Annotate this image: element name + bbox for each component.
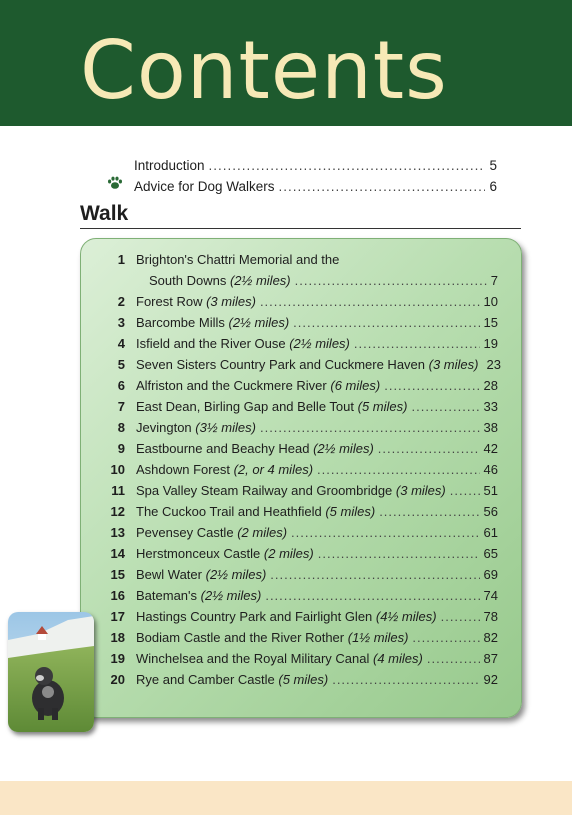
page-title: Contents [80,24,448,117]
header-banner [0,0,572,126]
toc-entry-label: Introduction [134,158,205,173]
walk-distance: (2½ miles) [289,336,350,351]
walk-page-number: 23 [486,357,501,372]
dot-leader [260,419,480,436]
walk-title: Alfriston and the Cuckmere River (6 miles) [136,378,381,393]
dot-leader [354,335,480,352]
walk-title: Pevensey Castle (2 miles) [136,525,288,540]
walk-number: 14 [110,546,125,561]
walk-entry [136,335,498,352]
dot-leader [379,503,479,520]
walk-number: 16 [110,588,125,603]
walk-distance: (4 miles) [373,651,423,666]
walk-number: 9 [117,441,125,456]
walk-row-15[interactable] [81,566,521,583]
walk-page-number: 82 [483,630,498,645]
walk-number: 11 [111,483,125,498]
walk-title: Rye and Camber Castle (5 miles) [136,672,329,687]
walk-number: 19 [110,651,125,666]
walk-row-5[interactable] [81,356,521,373]
walk-title: Bewl Water (2½ miles) [136,567,267,582]
walk-page-number: 92 [483,672,498,687]
walk-number: 5 [117,357,125,372]
walk-entry [136,482,498,499]
walk-page-number: 15 [483,315,498,330]
dot-leader [384,377,479,394]
walk-number: 15 [110,567,125,582]
toc-intro-dog-walkers[interactable] [134,178,497,195]
walk-number: 6 [117,378,125,393]
dot-leader [279,178,486,195]
dot-leader [450,482,480,499]
dot-leader [270,566,479,583]
walk-entry [149,272,498,289]
walk-row-4[interactable] [81,335,521,352]
dot-leader [260,293,480,310]
walk-distance: (3 miles) [395,483,446,498]
dot-leader [293,314,479,331]
walk-row-8[interactable] [81,419,521,436]
walk-distance: (5 miles) [357,399,408,414]
dot-leader [295,272,487,289]
toc-intro-introduction[interactable] [134,157,497,174]
dot-leader [318,545,480,562]
walk-row-18[interactable] [81,629,521,646]
walk-entry [136,377,498,394]
walk-title: Hastings Country Park and Fairlight Glen (4½ miles) [136,609,437,624]
toc-page-number: 6 [489,179,497,194]
dot-leader [427,650,480,667]
walk-row-12[interactable] [81,503,521,520]
walk-entry [136,293,498,310]
walk-row-6[interactable] [81,377,521,394]
walk-distance: (2½ miles) [228,315,290,330]
walk-entry [136,314,498,331]
dog-photo [8,612,94,732]
walk-number: 13 [110,525,125,540]
walk-number: 7 [117,399,125,414]
walk-number: 2 [117,294,125,309]
walk-number: 17 [110,609,125,624]
walk-title-line1: Brighton's Chattri Memorial and the [136,252,340,267]
walk-entry [136,650,498,667]
heading-divider [80,228,521,229]
walk-row-19[interactable] [81,650,521,667]
walk-distance: (3½ miles) [195,420,256,435]
walk-entry [136,398,498,415]
walk-number: 18 [110,630,125,645]
walk-page-number: 78 [483,609,498,624]
walk-page-number: 33 [483,399,498,414]
walk-row-20[interactable] [81,671,521,688]
walk-row-14[interactable] [81,545,521,562]
walk-row-1[interactable] [81,272,521,289]
walk-number: 8 [117,420,125,435]
walk-title: Seven Sisters Country Park and Cuckmere Haven (3 miles) [136,357,479,372]
walk-number: 3 [117,315,125,330]
toc-entry-label: Advice for Dog Walkers [134,179,275,194]
walk-title: Eastbourne and Beachy Head (2½ miles) [136,441,374,456]
walk-page-number: 87 [483,651,498,666]
walk-page-number: 69 [483,567,498,582]
walk-title: Barcombe Mills (2½ miles) [136,315,290,330]
walk-page-number: 28 [483,378,498,393]
walk-heading: Walk [80,202,129,225]
walk-title: Bateman's (2½ miles) [136,588,262,603]
walk-number: 1 [117,252,125,267]
walk-distance: (4½ miles) [375,609,437,624]
walk-distance: (1½ miles) [347,630,409,645]
dot-leader [265,587,479,604]
walk-title: Herstmonceux Castle (2 miles) [136,546,314,561]
walk-entry [136,587,498,604]
walk-title: Jevington (3½ miles) [136,420,256,435]
walk-row-16[interactable] [81,587,521,604]
walk-distance: (2 miles) [263,546,314,561]
walk-entry [136,671,498,688]
walk-entry [136,461,498,478]
dot-leader [209,157,486,174]
dot-leader [441,608,480,625]
walk-entry [136,608,498,625]
dot-leader [332,671,479,688]
walk-distance: (6 miles) [330,378,381,393]
walk-entry [136,566,498,583]
dot-leader [378,440,480,457]
walk-row-13[interactable] [81,524,521,541]
walk-page-number: 38 [483,420,498,435]
walk-row-3[interactable] [81,314,521,331]
walk-title: Isfield and the River Ouse (2½ miles) [136,336,350,351]
walk-title: Winchelsea and the Royal Military Canal (4 miles) [136,651,423,666]
walk-row-7[interactable] [81,398,521,415]
walk-distance: (3 miles) [206,294,256,309]
walk-distance: (3 miles) [428,357,479,372]
walk-page-number: 74 [483,588,498,603]
walk-title: Bodiam Castle and the River Rother (1½ miles) [136,630,409,645]
walk-page-number: 42 [483,441,498,456]
walk-page-number: 7 [490,273,498,288]
walk-page-number: 10 [483,294,498,309]
walk-row-10[interactable] [81,461,521,478]
walk-number: 12 [110,504,125,519]
walk-number: 10 [110,462,125,477]
toc-page-number: 5 [489,158,497,173]
walk-entry [136,629,498,646]
dot-leader [291,524,480,541]
walk-row-11[interactable] [81,482,521,499]
walk-entry [136,545,498,562]
walk-title: Spa Valley Steam Railway and Groombridge (3 miles) [136,483,446,498]
walk-distance: (2 miles) [237,525,288,540]
walk-title: The Cuckoo Trail and Heathfield (5 miles) [136,504,376,519]
paw-icon [107,176,123,190]
walk-title: South Downs (2½ miles) [149,273,291,288]
walk-number: 4 [117,336,125,351]
walk-distance: (2½ miles) [200,588,262,603]
walk-entry [136,356,501,373]
walk-entry [136,524,498,541]
dot-leader [411,398,479,415]
walk-distance: (5 miles) [325,504,376,519]
walk-number: 20 [110,672,125,687]
walk-page-number: 19 [483,336,498,351]
walk-distance: (2½ miles) [229,273,291,288]
walk-entry [136,503,498,520]
walk-entry [136,419,498,436]
walk-entry [136,440,498,457]
walk-row-9[interactable] [81,440,521,457]
dot-leader [412,629,479,646]
walk-title: Ashdown Forest (2, or 4 miles) [136,462,314,477]
walks-panel [80,238,522,718]
walk-row-1-line1 [81,251,521,268]
walk-page-number: 46 [483,462,498,477]
dot-leader [317,461,480,478]
walk-row-2[interactable] [81,293,521,310]
walk-distance: (2½ miles) [313,441,374,456]
walk-distance: (2½ miles) [205,567,267,582]
walk-page-number: 51 [483,483,498,498]
walk-distance: (2, or 4 miles) [233,462,314,477]
walk-page-number: 65 [483,546,498,561]
walk-page-number: 56 [483,504,498,519]
walk-row-17[interactable] [81,608,521,625]
footer-band [0,781,572,815]
walk-title: East Dean, Birling Gap and Belle Tout (5 miles) [136,399,408,414]
walk-title: Forest Row (3 miles) [136,294,256,309]
walk-page-number: 61 [483,525,498,540]
walk-distance: (5 miles) [278,672,329,687]
